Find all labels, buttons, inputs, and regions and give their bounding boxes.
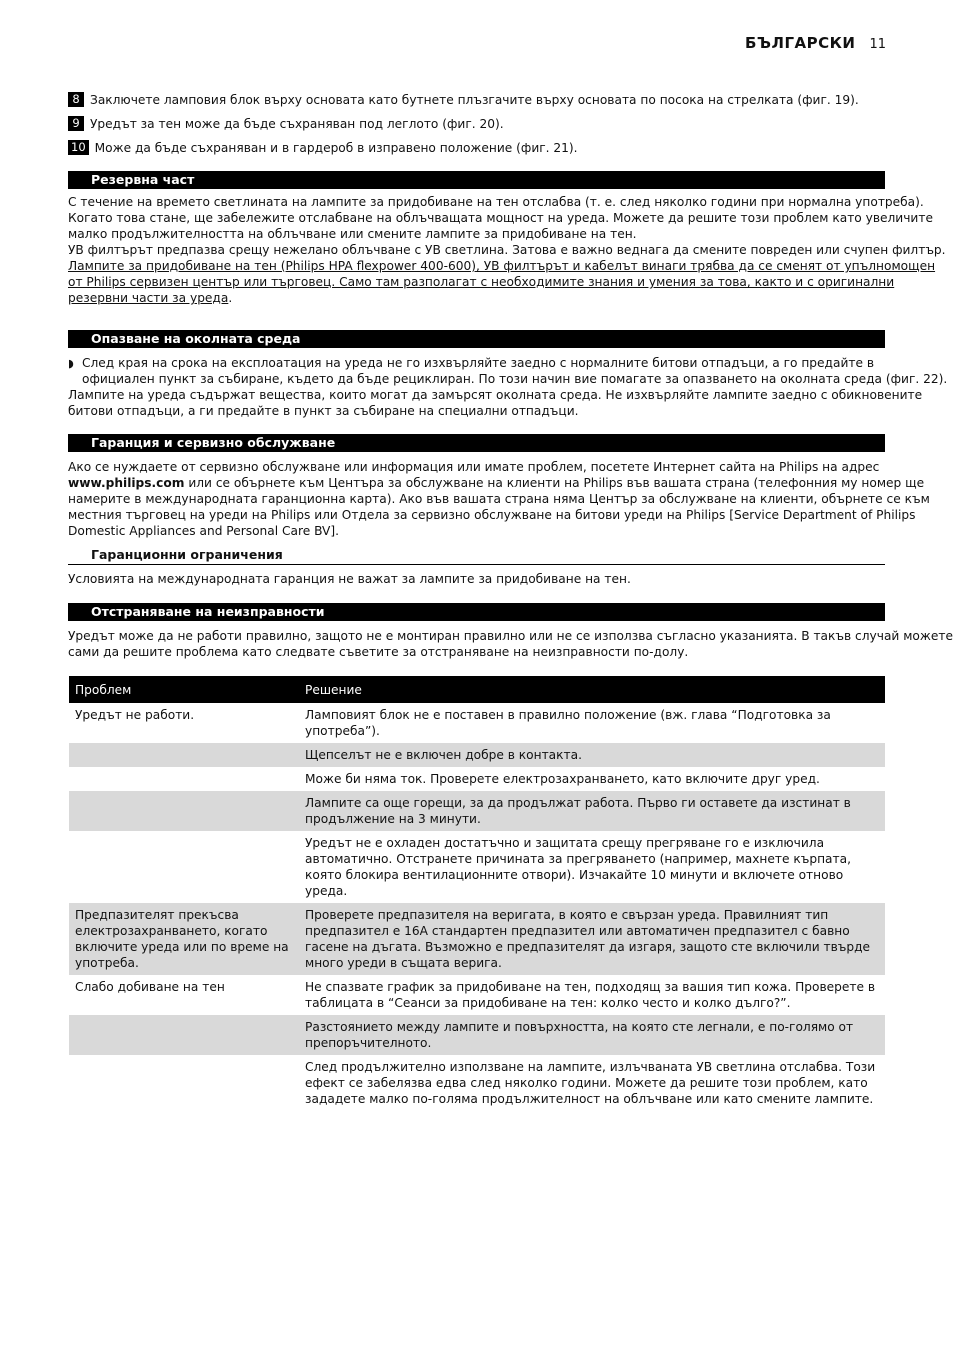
environment-bullet xyxy=(68,355,947,387)
table-row xyxy=(69,1015,885,1055)
problem-cell xyxy=(69,743,299,767)
solution-cell: Лампoвият блок не е поставен в правилно положение (вж. глава “Подготовка за употреба”). xyxy=(305,708,831,738)
page-number: 11 xyxy=(869,37,886,52)
text-line: местния търговец на уреди на Philips или Отдела за сервизно обслужване на битови уреди на Philips [Service Department of Philips xyxy=(68,508,916,522)
table-row xyxy=(69,791,885,831)
solution-cell: Не спазвате график за придобиване на тен, подходящ за вашия тип кожа. Проверете в таблицата в “Сеанси за придобиване на тен: колко често и колко дълго?”. xyxy=(305,980,876,1010)
language-label: БЪЛГАРСКИ xyxy=(744,34,856,52)
warranty-limits-text xyxy=(68,571,631,587)
text-line: Domestic Appliances and Personal Care BV]. xyxy=(68,524,340,538)
text-line: намерите в международната гаранционна карта). Ако във вашата страна няма Център за обслужване на клиенти, обърнете се към xyxy=(68,492,930,506)
column-header-solution: Решение xyxy=(299,676,885,703)
table-row xyxy=(69,1055,885,1111)
problem-cell xyxy=(69,1055,299,1111)
text-line: Лампите на уреда съдържат вещества, които могат да замърсят околната среда. Не изхвърляйте лампите заедно с обикновените xyxy=(68,388,923,402)
problem-cell: Предпазителят прекъсва електрозахранването, когато включите уреда или по време на употреба. xyxy=(69,903,299,975)
step-number: 8 xyxy=(68,92,84,107)
problem-cell xyxy=(69,1015,299,1055)
text-line: официален пункт за събиране, където да бъде рециклиран. По този начин вие помагате за опазването на околната среда (фиг. 22). xyxy=(82,372,948,386)
step-text: Заключете лампoвия блок върху основата като бутнете плъзгачите върху основата по посока на стрелката (фиг. 19). xyxy=(90,92,859,107)
step-9 xyxy=(68,116,504,131)
problem-cell: Уредът не работи. xyxy=(75,708,195,722)
step-number: 10 xyxy=(68,140,89,155)
troubleshooting-table xyxy=(69,676,885,1111)
table-header-row xyxy=(69,676,885,703)
table-row xyxy=(69,975,885,1015)
solution-cell: След продължително използване на лампите, излъчваната УВ светлина отслабва. Този ефект се забелязва едва след няколко години. Можете да решите този проблем, като зададете малко по-голяма продължителност на облъчване или като смените лампите. xyxy=(305,1060,876,1106)
table-row xyxy=(69,903,885,975)
section-heading-troubleshooting: Отстраняване на неизправности xyxy=(68,603,885,621)
text-line: малко продължителността на облъчване или смените лампите за придобиване на тен. xyxy=(68,227,637,241)
text-line: Условията на международната гаранция не важат за лампите за придобиване на тен. xyxy=(68,572,631,586)
text-line: Когато това стане, ще забележите отслабване на облъчващата мощност на уреда. Можете да решите този проблем като увеличите xyxy=(68,211,933,225)
text-line: Уредът може да не работи правилно, защото не е монтиран правилно или не се използва съгласно указанията. В такъв случай можете xyxy=(68,629,953,643)
step-10 xyxy=(68,140,578,155)
problem-cell: Слабо добиване на тен xyxy=(75,980,225,994)
step-text: Може да бъде съхраняван и в гардероб в изправено положение (фиг. 21). xyxy=(94,140,578,155)
section-heading-warranty: Гаранция и сервизно обслужване xyxy=(68,434,885,452)
warranty-text xyxy=(68,459,930,539)
text-line: сами да решите проблема като следвате съветите за отстраняване на неизправности по-долу. xyxy=(68,645,689,659)
underlined-line: от Philips сервизен център или търговец. Само там разполагат с необходимите знания и умения за това, както и с оригинални xyxy=(68,275,895,289)
end-dot: . xyxy=(228,291,233,305)
solution-cell: Разстоянието между лампите и повърхността, на която сте легнали, е по-голямо от препоръчителното. xyxy=(299,1015,885,1055)
column-header-problem: Проблем xyxy=(69,676,299,703)
underlined-line: Лампите за придобиване на тен (Philips HPA flexpower 400-600), УВ филтърът и кабелът винаги трябва да се сменят от упълномощен xyxy=(68,259,936,273)
text-line: След края на срока на експлоатация на уреда не го изхвърляйте заедно с нормалните битови отпадъци, а го предайте в xyxy=(82,356,875,370)
underlined-line: резервни части за уреда xyxy=(68,291,229,305)
section-heading-environment: Опазване на околната среда xyxy=(68,330,885,348)
solution-cell: Щепселът не е включен добре в контакта. xyxy=(299,743,885,767)
text-line: Ако се нуждаете от сервизно обслужване или информация или имате проблем, посетете Интернет сайта на Philips на адрес xyxy=(68,460,880,474)
spare-part-text xyxy=(68,194,946,306)
table-row xyxy=(69,743,885,767)
philips-link[interactable]: www.philips.com xyxy=(68,476,185,490)
solution-cell: Уредът не е охладен достатъчно и защитата срещу прегряване го е изключила автоматично. Отстранете причината за прегряването (например, махнете кърпата, която блокира вентилационните отвори). Изчакайте 10 минути и включете отново уреда. xyxy=(305,836,851,898)
section-heading-spare-part: Резервна част xyxy=(68,171,885,189)
environment-text xyxy=(68,387,922,419)
table-row xyxy=(69,831,885,903)
step-text: Уредът за тен може да бъде съхраняван под леглото (фиг. 20). xyxy=(90,116,504,131)
step-number: 9 xyxy=(68,116,84,131)
text-line: УВ филтърът предпазва срещу нежелано облъчване с УВ светлина. Затова е важно веднага да смените повреден или счупен филтър. xyxy=(68,243,946,257)
troubleshooting-text xyxy=(68,628,953,660)
solution-cell: Може би няма ток. Проверете електрозахранването, като включите друг уред. xyxy=(305,772,820,786)
solution-cell: Лампите са още горещи, за да продължат работа. Първо ги оставете да изстинат в продължение на 3 минути. xyxy=(299,791,885,831)
bullet-icon: ◗ xyxy=(68,357,74,370)
text-line: С течение на времето светлината на лампите за придобиване на тен отслабва (т. е. след няколко години при нормална употреба). xyxy=(68,195,924,209)
page-header xyxy=(745,34,886,52)
table-row xyxy=(69,767,885,791)
problem-cell xyxy=(69,791,299,831)
text-line: битови отпадъци, а ги предайте в пункт за събиране на специални отпадъци. xyxy=(68,404,579,418)
step-8 xyxy=(68,92,859,107)
problem-cell xyxy=(69,767,299,791)
text-line: или се обърнете към Центъра за обслужване на клиенти на Philips във вашата страна (телефонния му номер ще xyxy=(184,476,925,490)
problem-cell xyxy=(69,831,299,903)
solution-cell: Проверете предпазителя на веригата, в която е свързан уреда. Правилният тип предпазител е 16A стандартен предпазител или автоматичен предпазител с бавно гасене на дъгата. Възможно е предпазителят да изгаря, защото сте включили твърде много уреди в същата верига. xyxy=(299,903,885,975)
table-row xyxy=(69,703,885,743)
subheading-warranty-limits: Гаранционни ограничения xyxy=(68,547,885,565)
